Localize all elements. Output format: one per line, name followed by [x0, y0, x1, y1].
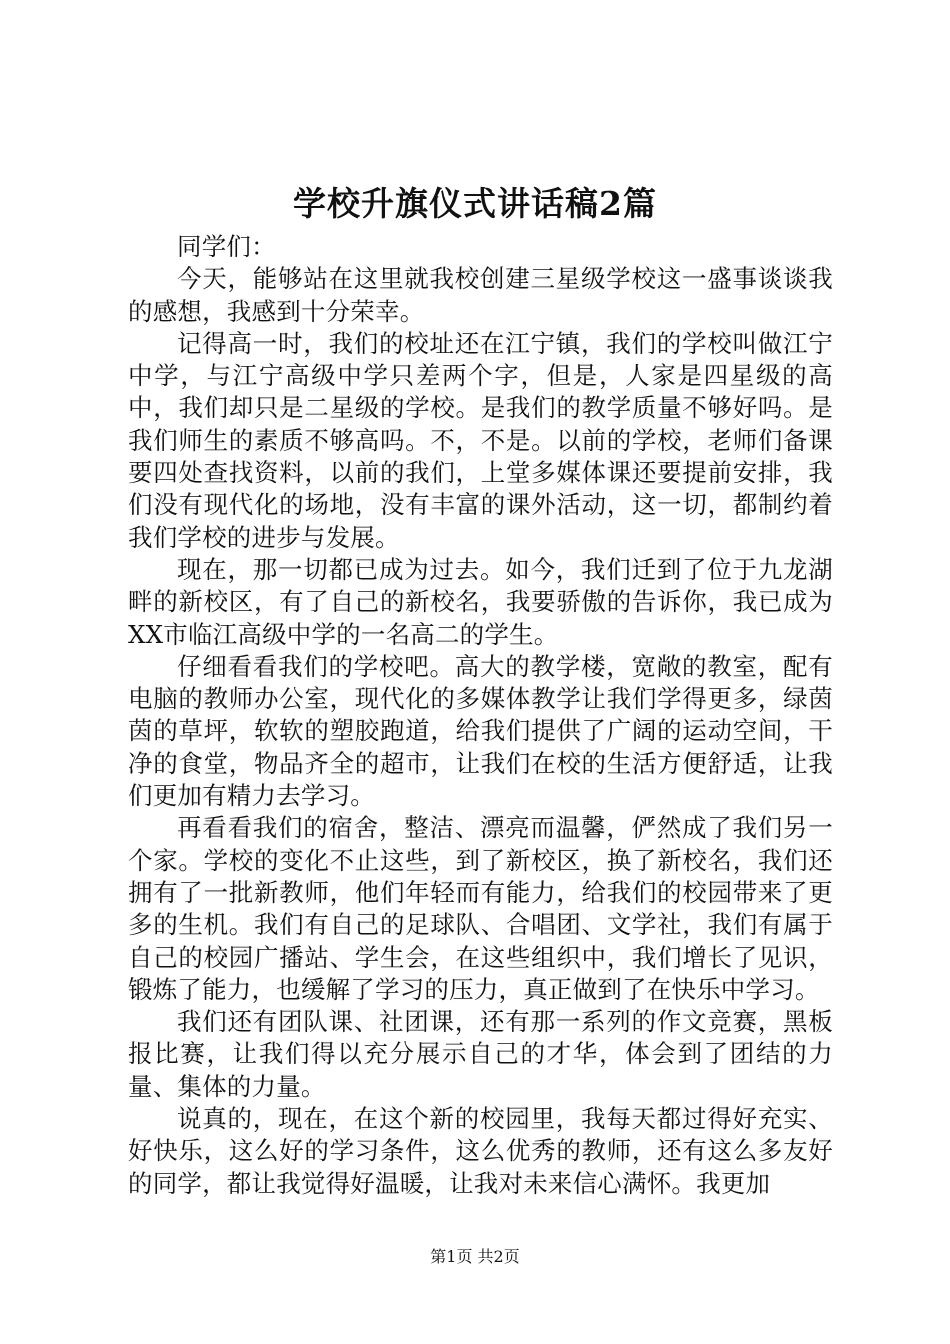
document-body	[128, 231, 833, 1200]
document-title: 学校升旗仪式讲话稿2篇	[293, 184, 657, 223]
paragraph: 再看看我们的宿舍，整洁、漂亮而温馨，俨然成了我们另一个家。学校的变化不止这些，到了新校区，换了新校名，我们还拥有了一批新教师，他们年轻而有能力，给我们的校园带来了更多的生机。我们有自己的足球队、合唱团、文学社，我们有属于自己的校园广播站、学生会，在这些组织中，我们增长了见识，锻炼了能力，也缓解了学习的压力，真正做到了在快乐中学习。	[128, 813, 833, 1004]
paragraph: 记得高一时，我们的校址还在江宁镇，我们的学校叫做江宁中学，与江宁高级中学只差两个字，但是，人家是四星级的高中，我们却只是二星级的学校。是我们的教学质量不够好吗。是我们师生的素质不够高吗。不，不是。以前的学校，老师们备课要四处查找资料，以前的我们，上堂多媒体课还要提前安排，我们没有现代化的场地，没有丰富的课外活动，这一切，都制约着我们学校的进步与发展。	[128, 328, 833, 552]
page-number-footer: 第1页 共2页	[430, 1247, 520, 1266]
paragraph: 现在，那一切都已成为过去。如今，我们迁到了位于九龙湖畔的新校区，有了自己的新校名，我要骄傲的告诉你，我已成为XX市临江高级中学的一名高二的学生。	[128, 554, 833, 649]
paragraph: 仔细看看我们的学校吧。高大的教学楼，宽敞的教室，配有电脑的教师办公室，现代化的多媒体教学让我们学得更多，绿茵茵的草坪，软软的塑胶跑道，给我们提供了广阔的运动空间，干净的食堂，物品齐全的超市，让我们在校的生活方便舒适，让我们更加有精力去学习。	[128, 651, 833, 811]
paragraph-greeting: 同学们：	[177, 232, 276, 261]
paragraph: 说真的，现在，在这个新的校园里，我每天都过得好充实、好快乐，这么好的学习条件，这么优秀的教师，还有这么多友好的同学，都让我觉得好温暖，让我对未来信心满怀。我更加	[128, 1104, 833, 1198]
paragraph: 今天，能够站在这里就我校创建三星级学校这一盛事谈谈我的感想，我感到十分荣幸。	[128, 264, 833, 326]
paragraph: 我们还有团队课、社团课，还有那一系列的作文竞赛，黑板报比赛，让我们得以充分展示自己的才华，体会到了团结的力量、集体的力量。	[128, 1007, 833, 1101]
